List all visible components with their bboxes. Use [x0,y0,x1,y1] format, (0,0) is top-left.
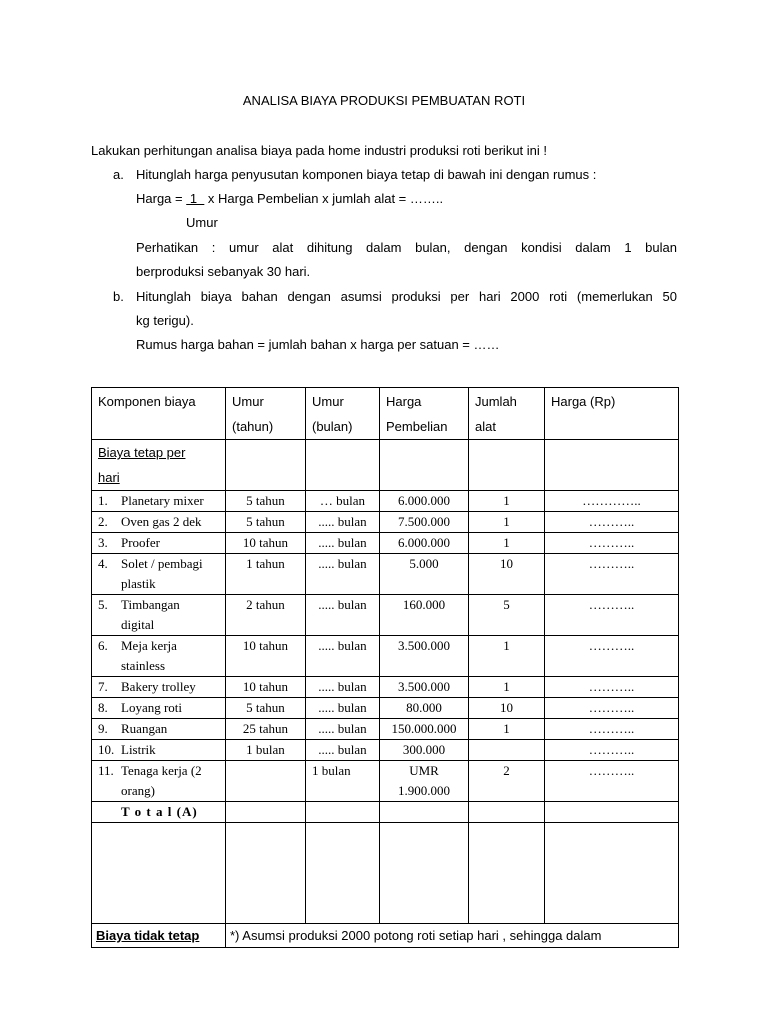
harga-rp-cell: ……….. [545,554,679,595]
jumlah-alat-cell: 1 [469,677,545,698]
table-row [92,636,679,677]
umur-bulan-cell: ..... bulan [306,595,380,636]
umur-bulan-cell: ..... bulan [306,533,380,554]
blank-row [92,823,679,924]
harga-pembelian-cell: 300.000 [380,740,469,761]
component-name: 5. Timbangan digital [92,595,226,636]
jumlah-alat-cell: 5 [469,595,545,636]
table-row [92,595,679,636]
jumlah-alat-cell: 1 [469,533,545,554]
harga-rp-cell: ……….. [545,595,679,636]
harga-rp-cell: ……….. [545,512,679,533]
table-row [92,698,679,719]
jumlah-alat-cell: 10 [469,554,545,595]
harga-rp-cell: ……….. [545,533,679,554]
umur-tahun-cell: 10 tahun [226,677,306,698]
item-b-formula: Rumus harga bahan = jumlah bahan x harga per satuan = …… [136,337,500,352]
variable-cost-row [92,924,679,948]
table-row [92,554,679,595]
table-row [92,761,679,802]
table-row [92,719,679,740]
section-title-fixed-cost: Biaya tetap per hari [92,440,226,491]
umur-tahun-cell: 5 tahun [226,698,306,719]
component-name: 4. Solet / pembagi plastik [92,554,226,595]
header-harga-rp: Harga (Rp) [545,388,679,440]
umur-tahun-cell: 1 bulan [226,740,306,761]
umur-tahun-cell: 1 tahun [226,554,306,595]
table-row [92,677,679,698]
cost-table [91,387,679,948]
component-name: 11. Tenaga kerja (2 orang) [92,761,226,802]
header-umur-tahun: Umur (tahun) [226,388,306,440]
umur-tahun-cell: 25 tahun [226,719,306,740]
table-row [92,740,679,761]
umur-bulan-cell: 1 bulan [306,761,380,802]
harga-pembelian-cell: 7.500.000 [380,512,469,533]
harga-pembelian-cell: 3.500.000 [380,636,469,677]
item-a-instruction: Hitunglah harga penyusutan komponen biaya tetap di bawah ini dengan rumus : [136,167,597,182]
item-a-label: a. [113,167,124,182]
formula-denominator: Umur [186,215,218,230]
umur-tahun-cell: 10 tahun [226,533,306,554]
item-b-instruction-2: kg terigu). [136,313,194,328]
umur-bulan-cell: ..... bulan [306,698,380,719]
component-name: 2. Oven gas 2 dek [92,512,226,533]
header-harga-pembelian: Harga Pembelian [380,388,469,440]
umur-tahun-cell: 10 tahun [226,636,306,677]
item-b-instruction-1: Hitunglah biaya bahan dengan asumsi produksi per hari 2000 roti (memerlukan 50 [136,289,677,304]
harga-rp-cell: ……….. [545,740,679,761]
table-header-row [92,388,679,440]
jumlah-alat-cell: 10 [469,698,545,719]
total-label: T o t a l (A) [92,802,226,823]
component-name: 1. Planetary mixer [92,491,226,512]
variable-cost-note: *) Asumsi produksi 2000 potong roti setiap hari , sehingga dalam [226,924,679,948]
component-name: 6. Meja kerja stainless [92,636,226,677]
formula-prefix: Harga = [136,191,187,206]
header-komponen: Komponen biaya [92,388,226,440]
table-row [92,491,679,512]
umur-bulan-cell: ..... bulan [306,719,380,740]
formula-numerator: 1 [186,191,205,206]
umur-tahun-cell: 5 tahun [226,491,306,512]
harga-rp-cell: ……….. [545,677,679,698]
harga-rp-cell: ……….. [545,761,679,802]
harga-rp-cell: ……….. [545,719,679,740]
component-name: 7. Bakery trolley [92,677,226,698]
harga-pembelian-cell: 6.000.000 [380,491,469,512]
umur-bulan-cell: ..... bulan [306,554,380,595]
umur-tahun-cell: 5 tahun [226,512,306,533]
document-title: ANALISA BIAYA PRODUKSI PEMBUATAN ROTI [242,93,526,108]
component-name: 10. Listrik [92,740,226,761]
harga-pembelian-cell: 150.000.000 [380,719,469,740]
header-umur-bulan: Umur (bulan) [306,388,380,440]
component-name: 8. Loyang roti [92,698,226,719]
umur-bulan-cell: ..... bulan [306,636,380,677]
item-b-label: b. [113,289,124,304]
jumlah-alat-cell [469,740,545,761]
header-jumlah-alat: Jumlah alat [469,388,545,440]
harga-pembelian-cell: 160.000 [380,595,469,636]
umur-bulan-cell: ..... bulan [306,740,380,761]
section-row-fixed [92,440,679,491]
note-line-2: berproduksi sebanyak 30 hari. [136,264,311,279]
component-name: 3. Proofer [92,533,226,554]
umur-bulan-cell: ..... bulan [306,677,380,698]
harga-pembelian-cell: 80.000 [380,698,469,719]
table-row [92,512,679,533]
harga-pembelian-cell: 5.000 [380,554,469,595]
formula-suffix: x Harga Pembelian x jumlah alat = …….. [204,191,444,206]
umur-bulan-cell: … bulan [306,491,380,512]
jumlah-alat-cell: 2 [469,761,545,802]
formula-line [136,191,443,206]
jumlah-alat-cell: 1 [469,719,545,740]
harga-rp-cell: ……….. [545,636,679,677]
note-line-1: Perhatikan : umur alat dihitung dalam bulan, dengan kondisi dalam 1 bulan [136,240,677,255]
umur-tahun-cell [226,761,306,802]
harga-rp-cell: ………….. [545,491,679,512]
jumlah-alat-cell: 1 [469,491,545,512]
harga-pembelian-cell: 3.500.000 [380,677,469,698]
harga-pembelian-cell: 6.000.000 [380,533,469,554]
umur-tahun-cell: 2 tahun [226,595,306,636]
table-row [92,533,679,554]
component-name: 9. Ruangan [92,719,226,740]
harga-pembelian-cell: UMR 1.900.000 [380,761,469,802]
umur-bulan-cell: ..... bulan [306,512,380,533]
jumlah-alat-cell: 1 [469,512,545,533]
section-title-variable-cost: Biaya tidak tetap [96,928,200,943]
harga-rp-cell: ……….. [545,698,679,719]
total-row [92,802,679,823]
intro-text: Lakukan perhitungan analisa biaya pada home industri produksi roti berikut ini ! [91,143,548,158]
jumlah-alat-cell: 1 [469,636,545,677]
